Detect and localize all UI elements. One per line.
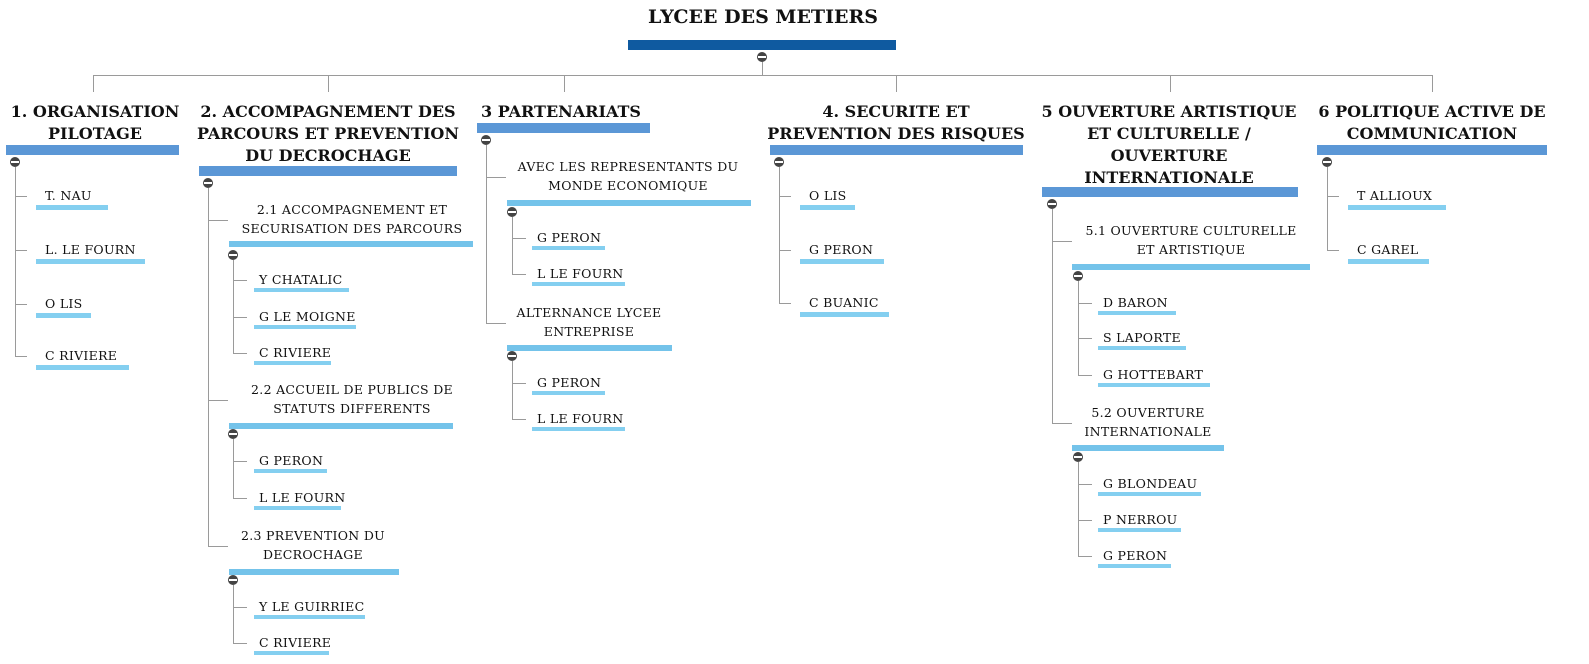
- person-bar: [532, 391, 605, 395]
- branch-connector-1: [93, 75, 94, 92]
- person-name: C RIVIERE: [259, 345, 332, 360]
- person-name: L LE FOURN: [537, 266, 624, 281]
- subgroup-bar: [507, 200, 751, 206]
- subgroup-bar: [1072, 445, 1224, 451]
- person-bar: [254, 615, 365, 619]
- leaf-connector: [233, 461, 247, 462]
- group-connector: [208, 546, 228, 547]
- subgroup-vline: [233, 260, 234, 353]
- leaf-connector: [1078, 338, 1092, 339]
- person-name: Y CHATALIC: [259, 272, 343, 287]
- subgroup-collapse-toggle-icon[interactable]: [507, 351, 517, 361]
- subgroup-vline: [1078, 281, 1079, 375]
- person-bar: [254, 361, 331, 365]
- subgroup-bar: [229, 241, 473, 247]
- branch-title-1: 1. ORGANISATION PILOTAGE: [10, 102, 180, 143]
- person-name: S LAPORTE: [1103, 330, 1181, 345]
- leaf-connector: [512, 274, 526, 275]
- subgroup-title: 5.1 OUVERTURE CULTURELLE ET ARTISTIQUE: [1085, 223, 1297, 257]
- leaf-connector: [1078, 520, 1092, 521]
- subgroup-collapse-toggle-icon[interactable]: [1073, 452, 1083, 462]
- person-name: L LE FOURN: [537, 411, 624, 426]
- person-name: G HOTTEBART: [1103, 367, 1204, 382]
- branch-title-4: 4. SECURITE ET PREVENTION DES RISQUES: [767, 102, 1025, 143]
- person-name: G PERON: [537, 230, 602, 245]
- subgroup-vline: [512, 217, 513, 274]
- person-bar: [36, 365, 129, 370]
- person-name: C RIVIERE: [259, 635, 332, 650]
- subgroup-bar: [229, 569, 399, 575]
- leaf-connector: [233, 353, 247, 354]
- person-name: G PERON: [259, 453, 324, 468]
- subgroup-title: 5.2 OUVERTURE INTERNATIONALE: [1084, 405, 1212, 439]
- leaf-connector: [233, 643, 247, 644]
- branch-hline: [93, 75, 1432, 76]
- branch-title-2: 2. ACCOMPAGNEMENT DES PARCOURS ET PREVENTION DU DECROCHAGE: [196, 102, 459, 165]
- person-bar: [1098, 383, 1210, 387]
- leaf-connector: [233, 607, 247, 608]
- person-bar: [36, 259, 145, 264]
- person-bar: [1098, 564, 1171, 568]
- person-bar: [532, 427, 625, 431]
- person-name: C RIVIERE: [45, 348, 118, 363]
- branch-title-5: 5 OUVERTURE ARTISTIQUE ET CULTURELLE / OUVERTURE INTERNATIONALE: [1041, 102, 1297, 187]
- leaf-connector: [512, 383, 526, 384]
- person-bar: [532, 282, 625, 286]
- subgroup-title: AVEC LES REPRESENTANTS DU MONDE ECONOMIQUE: [517, 159, 739, 193]
- subgroup-vline: [233, 439, 234, 498]
- leaf-connector: [1078, 303, 1092, 304]
- person-bar: [254, 288, 349, 292]
- person-name: C BUANIC: [809, 295, 879, 310]
- leaf-connector: [1078, 556, 1092, 557]
- group-connector: [1052, 241, 1072, 242]
- group-connector: [486, 177, 506, 178]
- branch-bar-4: [770, 145, 1023, 155]
- leaf-connector: [1327, 250, 1339, 251]
- subgroup-vline: [512, 361, 513, 419]
- leaf-connector: [15, 196, 27, 197]
- branch-connector-6: [1432, 75, 1433, 92]
- person-name: O LIS: [809, 188, 847, 203]
- person-bar: [1348, 259, 1429, 264]
- person-name: T ALLIOUX: [1357, 188, 1433, 203]
- leaf-connector: [512, 238, 526, 239]
- person-bar: [254, 506, 341, 510]
- leaf-connector: [15, 250, 27, 251]
- branch-6-collapse-toggle-icon[interactable]: [1322, 157, 1332, 167]
- person-bar: [254, 651, 329, 655]
- subgroup-vline: [233, 585, 234, 643]
- person-name: P NERROU: [1103, 512, 1178, 527]
- subgroup-collapse-toggle-icon[interactable]: [228, 250, 238, 260]
- person-bar: [254, 469, 327, 473]
- person-name: G BLONDEAU: [1103, 476, 1198, 491]
- branch-bar-5: [1042, 187, 1298, 197]
- person-bar: [36, 205, 108, 210]
- leaf-connector: [779, 250, 791, 251]
- branch-connector-2: [328, 75, 329, 92]
- branch-4-collapse-toggle-icon[interactable]: [774, 157, 784, 167]
- subgroup-title: 2.1 ACCOMPAGNEMENT ET SECURISATION DES PARCOURS: [241, 202, 463, 236]
- subgroup-collapse-toggle-icon[interactable]: [1073, 271, 1083, 281]
- person-name: G PERON: [809, 242, 874, 257]
- subgroup-collapse-toggle-icon[interactable]: [228, 575, 238, 585]
- person-bar: [1098, 492, 1201, 496]
- branch-2-collapse-toggle-icon[interactable]: [203, 178, 213, 188]
- person-name: G PERON: [537, 375, 602, 390]
- leaf-connector: [233, 317, 247, 318]
- person-bar: [1098, 528, 1181, 532]
- person-bar: [800, 205, 855, 210]
- subgroup-title: ALTERNANCE LYCEE ENTREPRISE: [516, 305, 662, 339]
- branch-3-vline: [486, 145, 487, 323]
- subgroup-collapse-toggle-icon[interactable]: [228, 429, 238, 439]
- branch-connector-5: [1170, 75, 1171, 92]
- person-bar: [1348, 205, 1446, 210]
- person-name: C GAREL: [1357, 242, 1419, 257]
- leaf-connector: [15, 304, 27, 305]
- root-bar: [628, 40, 896, 50]
- branch-bar-3: [477, 123, 650, 133]
- root-connector: [762, 62, 763, 76]
- person-bar: [1098, 346, 1186, 350]
- person-name: G PERON: [1103, 548, 1168, 563]
- person-name: O LIS: [45, 296, 83, 311]
- subgroup-bar: [1072, 264, 1310, 270]
- leaf-connector: [233, 280, 247, 281]
- person-name: Y LE GUIRRIEC: [259, 599, 365, 614]
- branch-bar-6: [1317, 145, 1547, 155]
- subgroup-vline: [1078, 462, 1079, 556]
- leaf-connector: [779, 196, 791, 197]
- branch-2-vline: [208, 188, 209, 546]
- person-name: T. NAU: [45, 188, 92, 203]
- branch-5-collapse-toggle-icon[interactable]: [1047, 199, 1057, 209]
- person-bar: [532, 246, 605, 250]
- group-connector: [486, 323, 506, 324]
- branch-connector-4: [896, 75, 897, 92]
- leaf-connector: [1078, 375, 1092, 376]
- person-bar: [254, 325, 356, 329]
- group-connector: [208, 220, 228, 221]
- subgroup-bar: [507, 345, 672, 351]
- person-bar: [1098, 311, 1176, 315]
- person-name: G LE MOIGNE: [259, 309, 356, 324]
- branch-title-3: 3 PARTENARIATS: [481, 102, 641, 121]
- person-bar: [36, 313, 91, 318]
- leaf-connector: [779, 303, 791, 304]
- subgroup-title: 2.2 ACCUEIL DE PUBLICS DE STATUTS DIFFERENTS: [251, 382, 453, 416]
- person-bar: [800, 312, 889, 317]
- leaf-connector: [15, 356, 27, 357]
- leaf-connector: [233, 498, 247, 499]
- person-name: L. LE FOURN: [45, 242, 136, 257]
- branch-6-vline: [1327, 167, 1328, 250]
- subgroup-title: 2.3 PREVENTION DU DECROCHAGE: [241, 528, 385, 562]
- root-title: LYCEE DES METIERS: [648, 6, 878, 28]
- group-connector: [208, 400, 228, 401]
- branch-4-vline: [779, 167, 780, 303]
- person-name: D BARON: [1103, 295, 1168, 310]
- subgroup-collapse-toggle-icon[interactable]: [507, 207, 517, 217]
- branch-title-6: 6 POLITIQUE ACTIVE DE COMMUNICATION: [1318, 102, 1546, 143]
- branch-3-collapse-toggle-icon[interactable]: [481, 135, 491, 145]
- subgroup-bar: [229, 423, 453, 429]
- branch-bar-1: [6, 145, 179, 155]
- leaf-connector: [1078, 484, 1092, 485]
- branch-connector-3: [564, 75, 565, 92]
- group-connector: [1052, 423, 1072, 424]
- branch-1-collapse-toggle-icon[interactable]: [10, 157, 20, 167]
- person-bar: [800, 259, 884, 264]
- person-name: L LE FOURN: [259, 490, 346, 505]
- leaf-connector: [1327, 196, 1339, 197]
- branch-bar-2: [199, 166, 457, 176]
- leaf-connector: [512, 419, 526, 420]
- root-collapse-toggle-icon[interactable]: [757, 52, 767, 62]
